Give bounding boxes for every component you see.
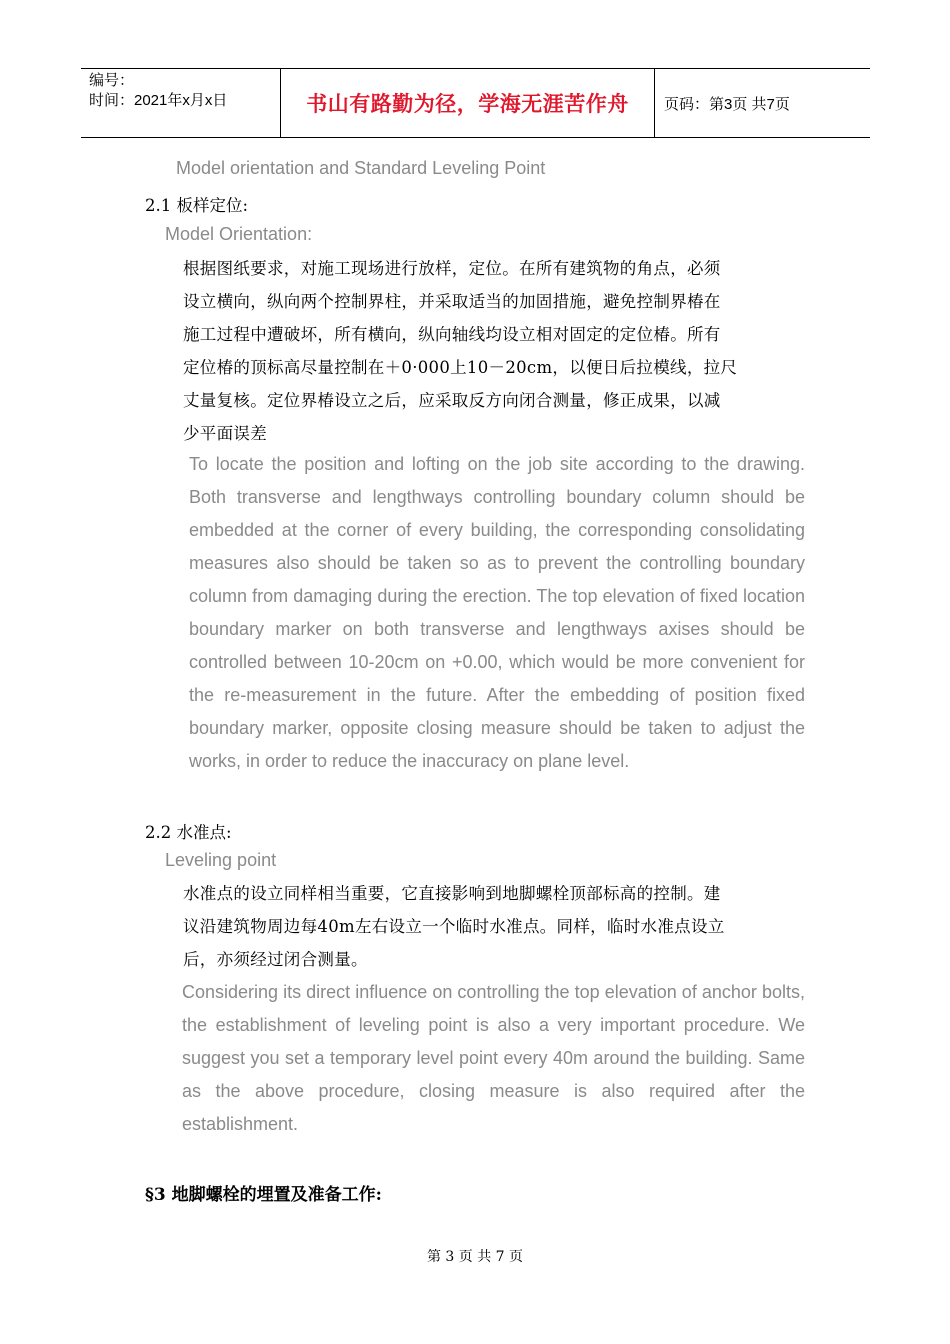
intro-title: Model orientation and Standard Leveling Point [176,158,546,178]
cn-line: 施工过程中遭破坏，所有横向，纵向轴线均设立相对固定的定位椿。所有 [183,325,721,344]
header-meta [81,69,281,137]
section-2-2-title: 2.2 水准点: [145,823,232,842]
section-2-2-body-cn [183,877,805,976]
cn-line: 丈量复核。定位界椿设立之后，应采取反方向闭合测量，修正成果，以减 [183,391,721,410]
section-2-1-body-cn [183,252,805,450]
section-2-2-subtitle: Leveling point [165,850,277,870]
header-date: 时间：2021年x月x日 [89,92,228,109]
cn-line: 后，亦须经过闭合测量。 [183,950,368,969]
section-2-1-title: 2.1 板样定位: [145,196,249,215]
cn-line: 根据图纸要求，对施工现场进行放样，定位。在所有建筑物的角点，必须 [183,259,721,278]
cn-line: 少平面误差 [183,424,267,443]
section-2-1-body-en: To locate the position and lofting on the job site according to the drawing. Both transverse and lengthways controlling boundary column should be embedded at the corner of every building, the corresponding consolidating measures also should be taken so as to prevent the controlling boundary column from damaging during the erection. The top elevation of fixed location boundary marker on both transverse and lengthways axises should be controlled between 10-20cm on +0.00, which would be more convenient for the re-measurement in the future. After the embedding of position fixed boundary marker, opposite closing measure should be taken to adjust the works, in order to reduce the inaccuracy on plane level. [189,454,805,771]
page-header [81,68,870,138]
header-page-number: 页码：第3页 共7页 [664,95,790,113]
cn-line: 议沿建筑物周边每40m左右设立一个临时水准点。同样，临时水准点设立 [183,917,725,936]
section-3-title: §3 地脚螺栓的埋置及准备工作: [145,1185,382,1205]
header-number: 编号： [89,72,135,89]
section-2-1-subtitle: Model Orientation: [165,224,313,244]
page-footer: 第 3 页 共 7 页 [426,1249,524,1265]
header-motto: 书山有路勤为径，学海无涯苦作舟 [281,69,655,137]
cn-line: 定位椿的顶标高尽量控制在＋0·000上10－20cm，以便日后拉模线，拉尺 [183,358,738,377]
cn-line: 设立横向，纵向两个控制界柱，并采取适当的加固措施，避免控制界椿在 [183,292,721,311]
section-2-2-body-en: Considering its direct influence on controlling the top elevation of anchor bolts, the establishment of leveling point is also a very important procedure. We suggest you set a temporary level point every 40m around the building. Same as the above procedure, closing measure is also required after the establishment. [182,982,805,1134]
cn-line: 水准点的设立同样相当重要，它直接影响到地脚螺栓顶部标高的控制。建 [183,884,721,903]
